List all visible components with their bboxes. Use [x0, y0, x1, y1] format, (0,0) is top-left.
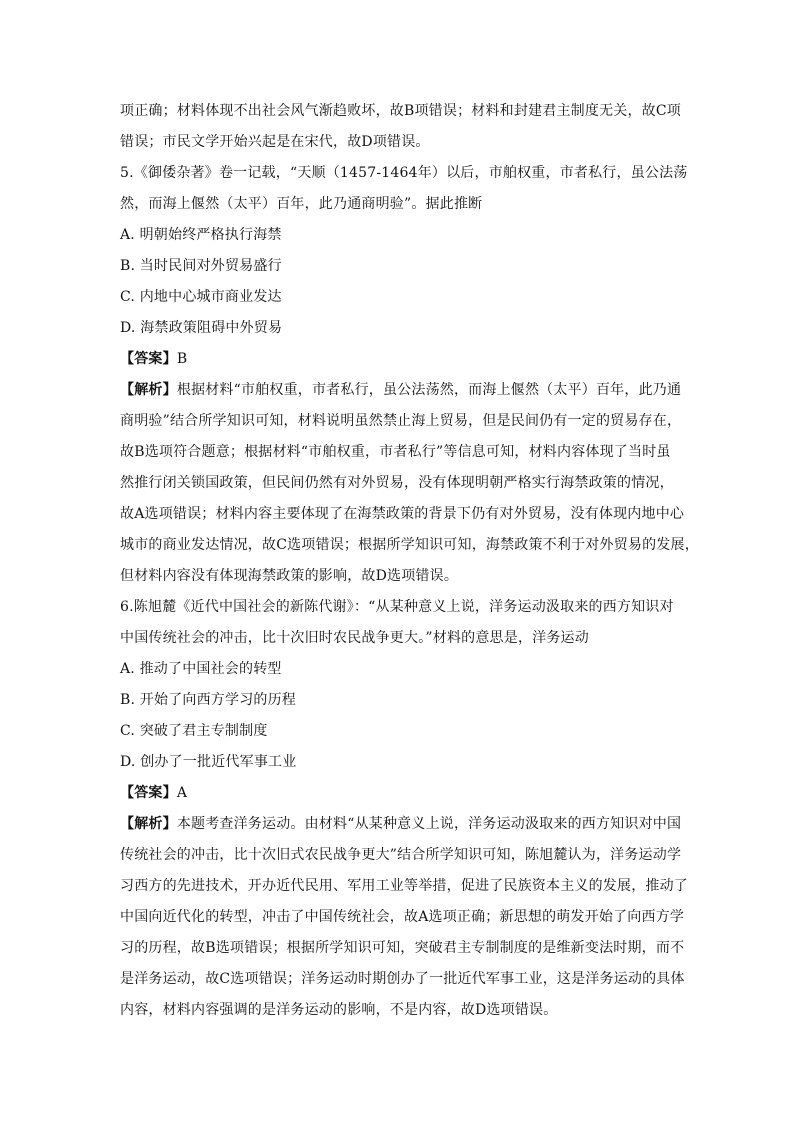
q5-option-d: D. 海禁政策阻碍中外贸易: [120, 320, 283, 336]
q6-answer: [120, 778, 680, 809]
q5-analysis-line: 故B选项符合题意；根据材料“市舶权重，市者私行”等信息可知，材料内容体现了当时虽: [120, 444, 671, 460]
q5-option-c: C. 内地中心城市商业发达: [120, 289, 282, 305]
q5-analysis-line: 商明验”结合所学知识可知，材料说明虽然禁止海上贸易，但是民间仍有一定的贸易存在，: [120, 413, 682, 429]
analysis-text: 本题考查洋务运动。由材料“从某种意义上说，洋务运动汲取来的西方知识对中国: [176, 816, 682, 832]
answer-value: B: [176, 351, 188, 367]
answer-value: A: [176, 785, 188, 801]
q5-analysis-line: 城市的商业发达情况，故C选项错误；根据所学知识可知，海禁政策不利于对外贸易的发展，: [120, 537, 699, 553]
answer-tag: 【答案】: [120, 351, 177, 367]
q6-analysis-line: 传统社会的冲击，比十次旧式农民战争更大”结合所学知识可知，陈旭麓认为，洋务运动学: [120, 847, 682, 863]
answer-tag: 【答案】: [120, 785, 177, 801]
q6-analysis-line: 内容，材料内容强调的是洋务运动的影响，不是内容，故D选项错误。: [120, 1002, 558, 1018]
q6-analysis-line: [120, 809, 680, 840]
q5-analysis-line: 故A选项错误；材料内容主要体现了在海禁政策的背景下仍有对外贸易，没有体现内地中心: [120, 506, 685, 522]
analysis-tag: 【解析】: [120, 382, 177, 398]
q4-analysis-line: 项正确；材料体现不出社会风气渐趋败坏，故B项错误；材料和封建君主制度无关，故C项: [120, 103, 681, 119]
q6-option-c: C. 突破了君主专制制度: [120, 723, 268, 739]
q6-stem-line: 中国传统社会的冲击，比十次旧时农民战争更大。”材料的意思是，洋务运动: [120, 630, 589, 646]
q6-analysis-line: 中国向近代化的转型，冲击了中国传统社会，故A选项正确；新思想的萌发开始了向西方学: [120, 909, 685, 925]
q5-stem-line: 5.《御倭杂著》卷一记载，“天顺（1457-1464年）以后，市舶权重，市者私行，虽公法荡: [120, 165, 688, 181]
q6-analysis-line: 是洋务运动，故C选项错误；洋务运动时期创办了一批近代军事工业，这是洋务运动的具体: [120, 971, 685, 987]
q5-analysis-line: 然推行闭关锁国政策，但民间仍然有对外贸易，没有体现明朝严格实行海禁政策的情况，: [120, 475, 674, 491]
q6-analysis-line: 习西方的先进技术，开办近代民用、军用工业等举措，促进了民族资本主义的发展，推动了: [120, 878, 688, 894]
q5-option-a: A. 明朝始终严格执行海禁: [120, 227, 282, 243]
q4-analysis-line: 错误；市民文学开始兴起是在宋代，故D项错误。: [120, 134, 430, 150]
q6-option-d: D. 创办了一批近代军事工业: [120, 754, 297, 770]
q6-option-a: A. 推动了中国社会的转型: [120, 661, 282, 677]
q5-answer: [120, 344, 680, 375]
document-page: [120, 96, 699, 1026]
q6-stem-line: 6.陈旭麓《近代中国社会的新陈代谢》：“从某种意义上说，洋务运动汲取来的西方知识对: [120, 599, 674, 615]
analysis-text: 根据材料“市舶权重，市者私行，虽公法荡然，而海上偃然（太平）百年，此乃通: [176, 382, 682, 398]
q5-analysis-line: 但材料内容没有体现海禁政策的影响，故D选项错误。: [120, 568, 459, 584]
q6-option-b: B. 开始了向西方学习的历程: [120, 692, 296, 708]
q5-stem-line: 然，而海上偃然（太平）百年，此乃通商明验”。据此推断: [120, 196, 483, 212]
analysis-tag: 【解析】: [120, 816, 177, 832]
q5-analysis-line: [120, 375, 680, 406]
q6-analysis-line: 习的历程，故B选项错误；根据所学知识可知，突破君主专制制度的是维新变法时期，而不: [120, 940, 685, 956]
q5-option-b: B. 当时民间对外贸易盛行: [120, 258, 282, 274]
